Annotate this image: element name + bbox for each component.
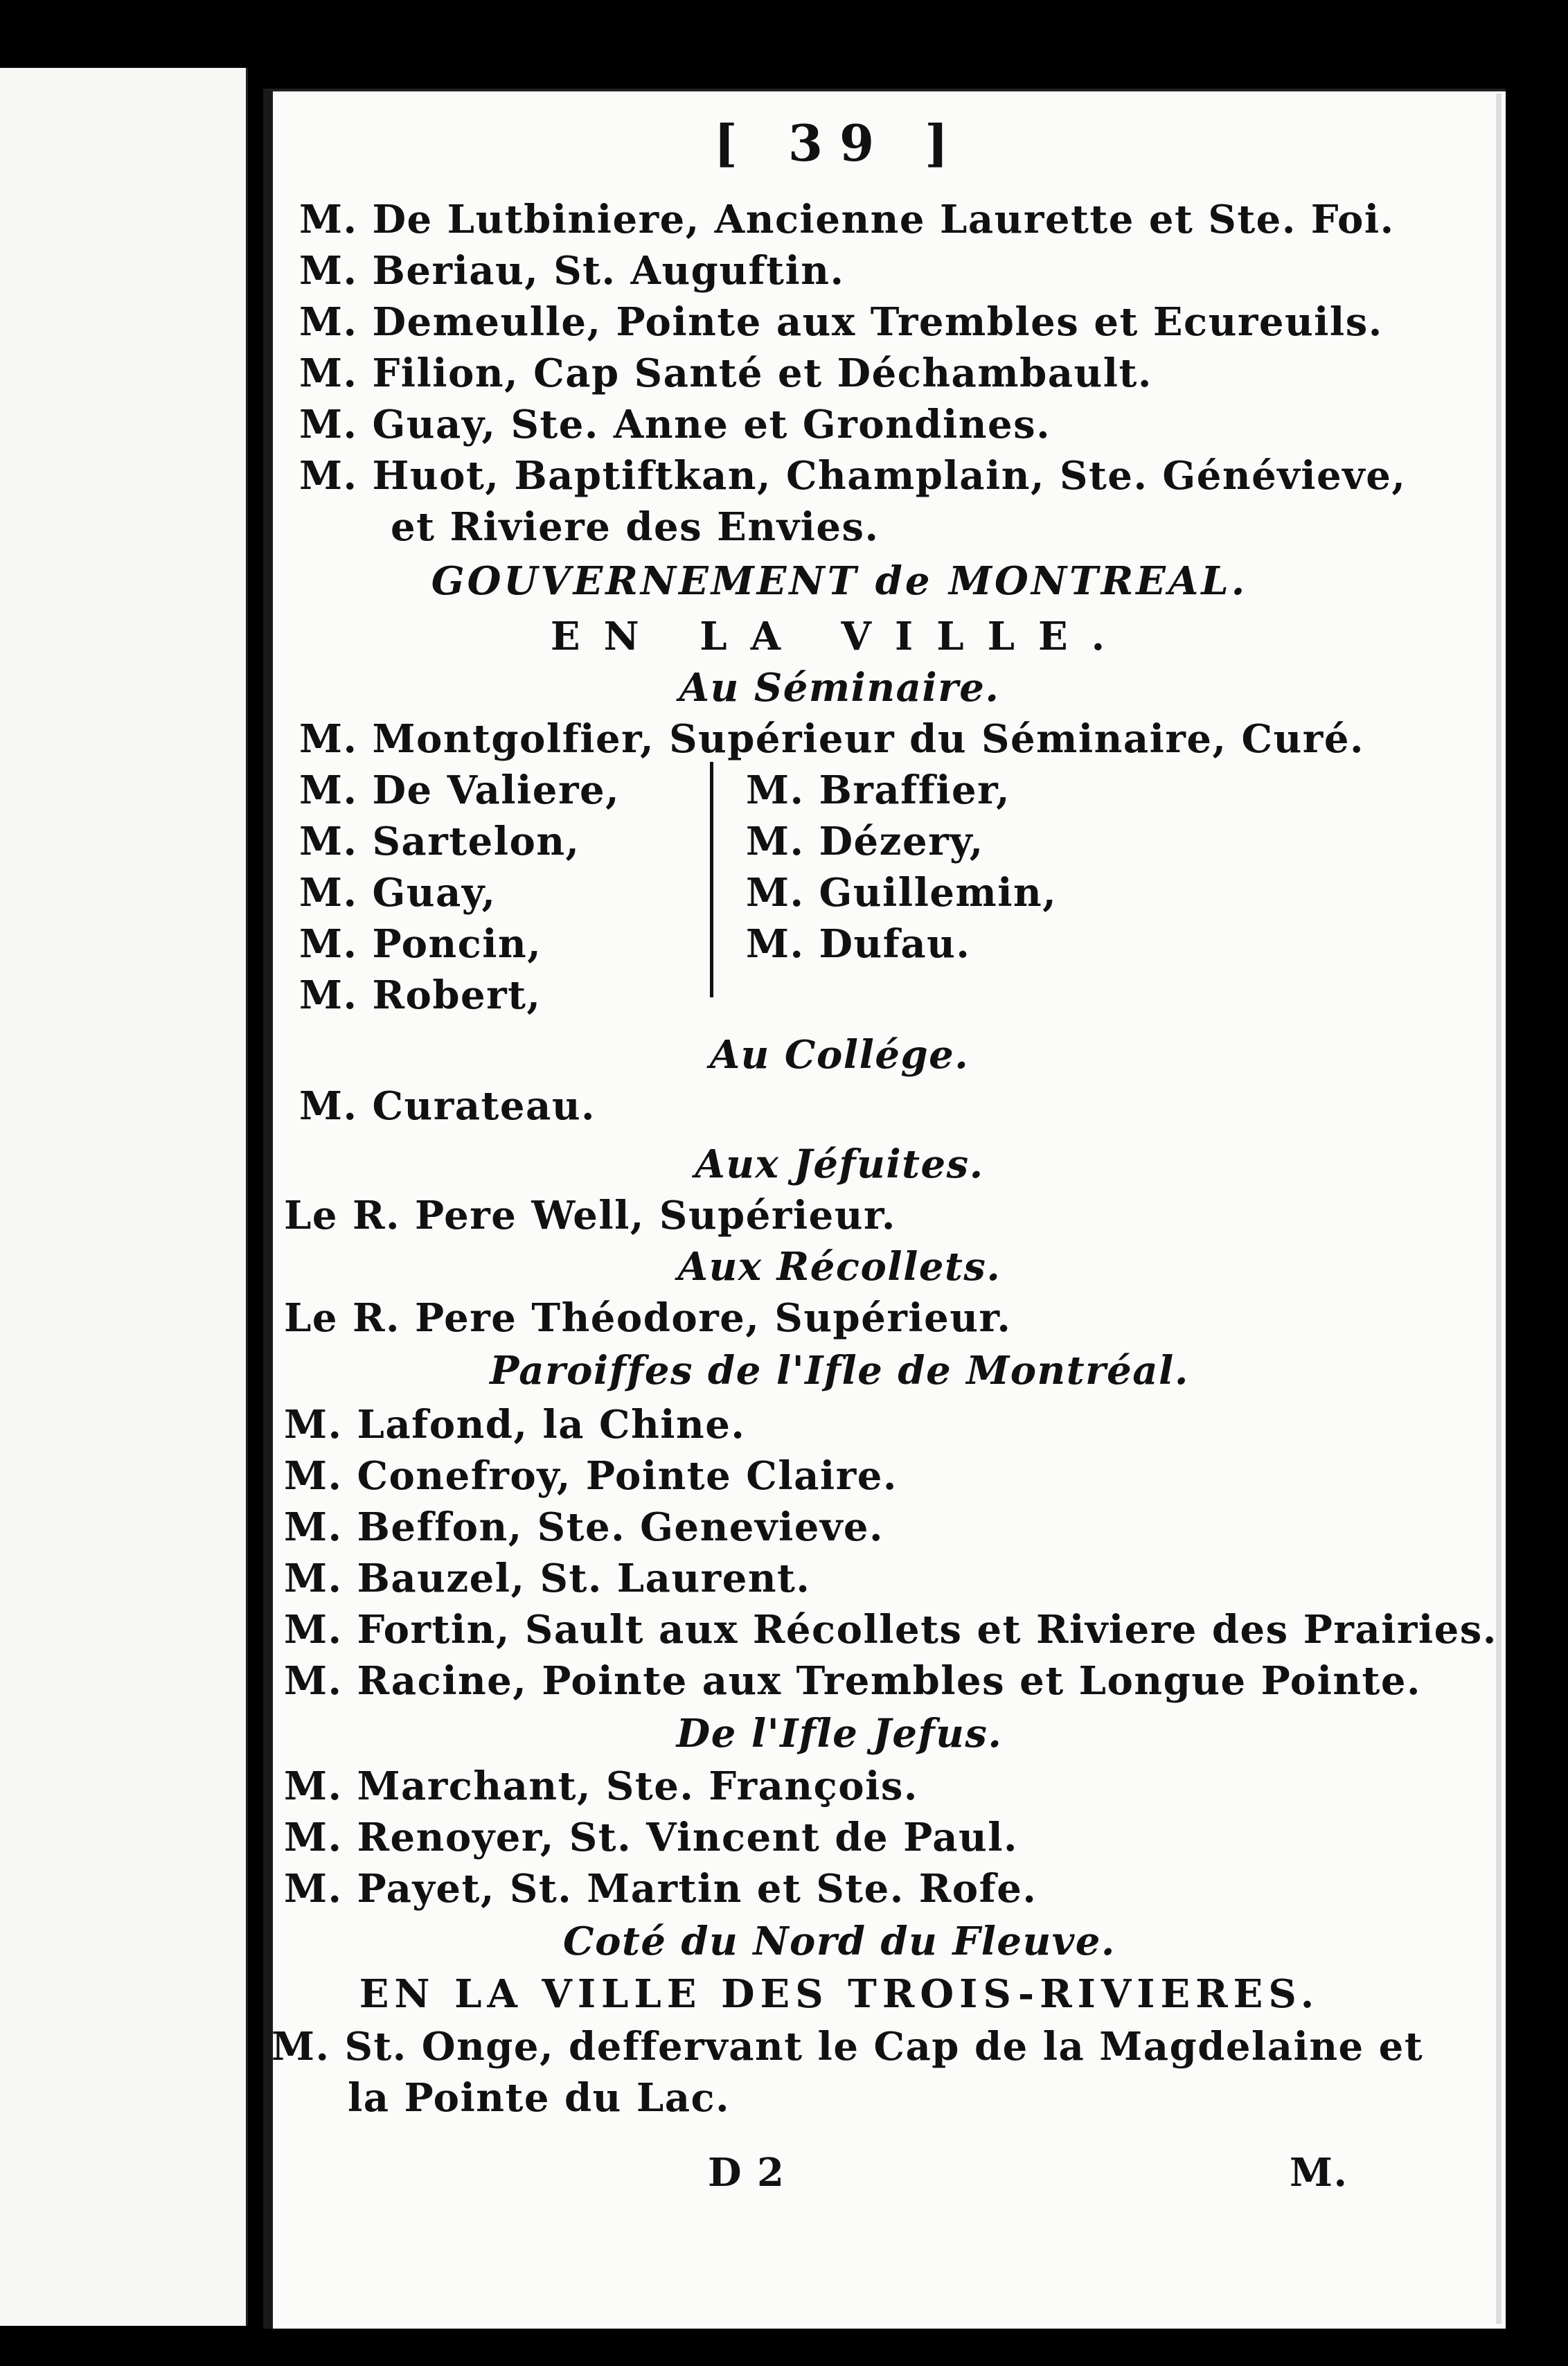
page-edge	[1496, 94, 1502, 2324]
parish-line: M. Fortin, Sault aux Récollets et Riviere des Prairies.	[284, 1607, 1497, 1653]
facing-page	[0, 68, 248, 2326]
seminary-right-item: M. Braffier,	[746, 767, 1011, 813]
text-line: M. Curateau.	[299, 1083, 596, 1129]
seminary-left-item: M. De Valiere,	[299, 767, 621, 813]
seminary-left-item: M. Robert,	[299, 972, 542, 1018]
parish-line: M. Bauzel, St. Laurent.	[284, 1556, 811, 1601]
seminary-right-item: M. Guillemin,	[746, 870, 1058, 916]
signature-mark: D 2	[708, 2150, 785, 2196]
text-line: M. St. Onge, deffervant le Cap de la Magdelaine et	[271, 2024, 1424, 2070]
seminary-right-item: M. Dufau.	[746, 921, 971, 967]
section-heading-trois-rivieres: EN LA VILLE DES TROIS-RIVIERES.	[359, 1971, 1320, 2017]
page-number: [ 39 ]	[713, 114, 965, 172]
bracket-divider	[710, 762, 713, 997]
isle-jesus-line: M. Payet, St. Martin et Ste. Rofe.	[284, 1866, 1037, 1912]
subheading-paroisses: Paroiffes de l'Ifle de Montréal.	[490, 1348, 1189, 1394]
text-line: M. Beriau, St. Auguftin.	[299, 248, 845, 294]
seminary-left-item: M. Guay,	[299, 870, 497, 916]
text-line: Le R. Pere Théodore, Supérieur.	[284, 1295, 1012, 1341]
subheading-isle-jesus: De l'Ifle Jefus.	[676, 1711, 1003, 1756]
text-line: et Riviere des Envies.	[391, 504, 880, 550]
isle-jesus-line: M. Renoyer, St. Vincent de Paul.	[284, 1815, 1019, 1860]
text-line: M. Filion, Cap Santé et Déchambault.	[299, 350, 1152, 396]
subheading-jesuites: Aux Jéfuites.	[695, 1141, 984, 1187]
text-line: M. Guay, Ste. Anne et Grondines.	[299, 402, 1051, 447]
text-line: M. Demeulle, Pointe aux Trembles et Ecureuils.	[299, 299, 1383, 345]
text-line: M. Montgolfier, Supérieur du Séminaire, Curé.	[299, 716, 1364, 762]
section-heading-gouvernement: GOUVERNEMENT de MONTREAL.	[431, 558, 1248, 604]
parish-line: M. Conefroy, Pointe Claire.	[284, 1453, 898, 1499]
text-line: M. Huot, Baptiftkan, Champlain, Ste. Génévieve,	[299, 453, 1407, 499]
subheading-college: Au Collége.	[709, 1032, 970, 1078]
subheading-cote-nord: Coté du Nord du Fleuve.	[563, 1919, 1116, 1964]
seminary-right-item: M. Dézery,	[746, 819, 984, 864]
text-line: M. De Lutbiniere, Ancienne Laurette et Ste. Foi.	[299, 197, 1395, 242]
section-heading-en-la-ville: EN LA VILLE.	[550, 614, 1129, 659]
parish-line: M. Beffon, Ste. Genevieve.	[284, 1504, 884, 1550]
parish-line: M. Lafond, la Chine.	[284, 1402, 746, 1448]
subheading-seminaire: Au Séminaire.	[679, 665, 1000, 711]
seminary-left-item: M. Sartelon,	[299, 819, 580, 864]
seminary-left-item: M. Poncin,	[299, 921, 542, 967]
parish-line: M. Racine, Pointe aux Trembles et Longue Pointe.	[284, 1658, 1422, 1704]
text-line: la Pointe du Lac.	[348, 2075, 731, 2121]
isle-jesus-line: M. Marchant, Ste. François.	[284, 1763, 918, 1809]
catchword: M.	[1290, 2150, 1348, 2196]
subheading-recollets: Aux Récollets.	[677, 1244, 1001, 1290]
text-line: Le R. Pere Well, Supérieur.	[284, 1193, 896, 1238]
